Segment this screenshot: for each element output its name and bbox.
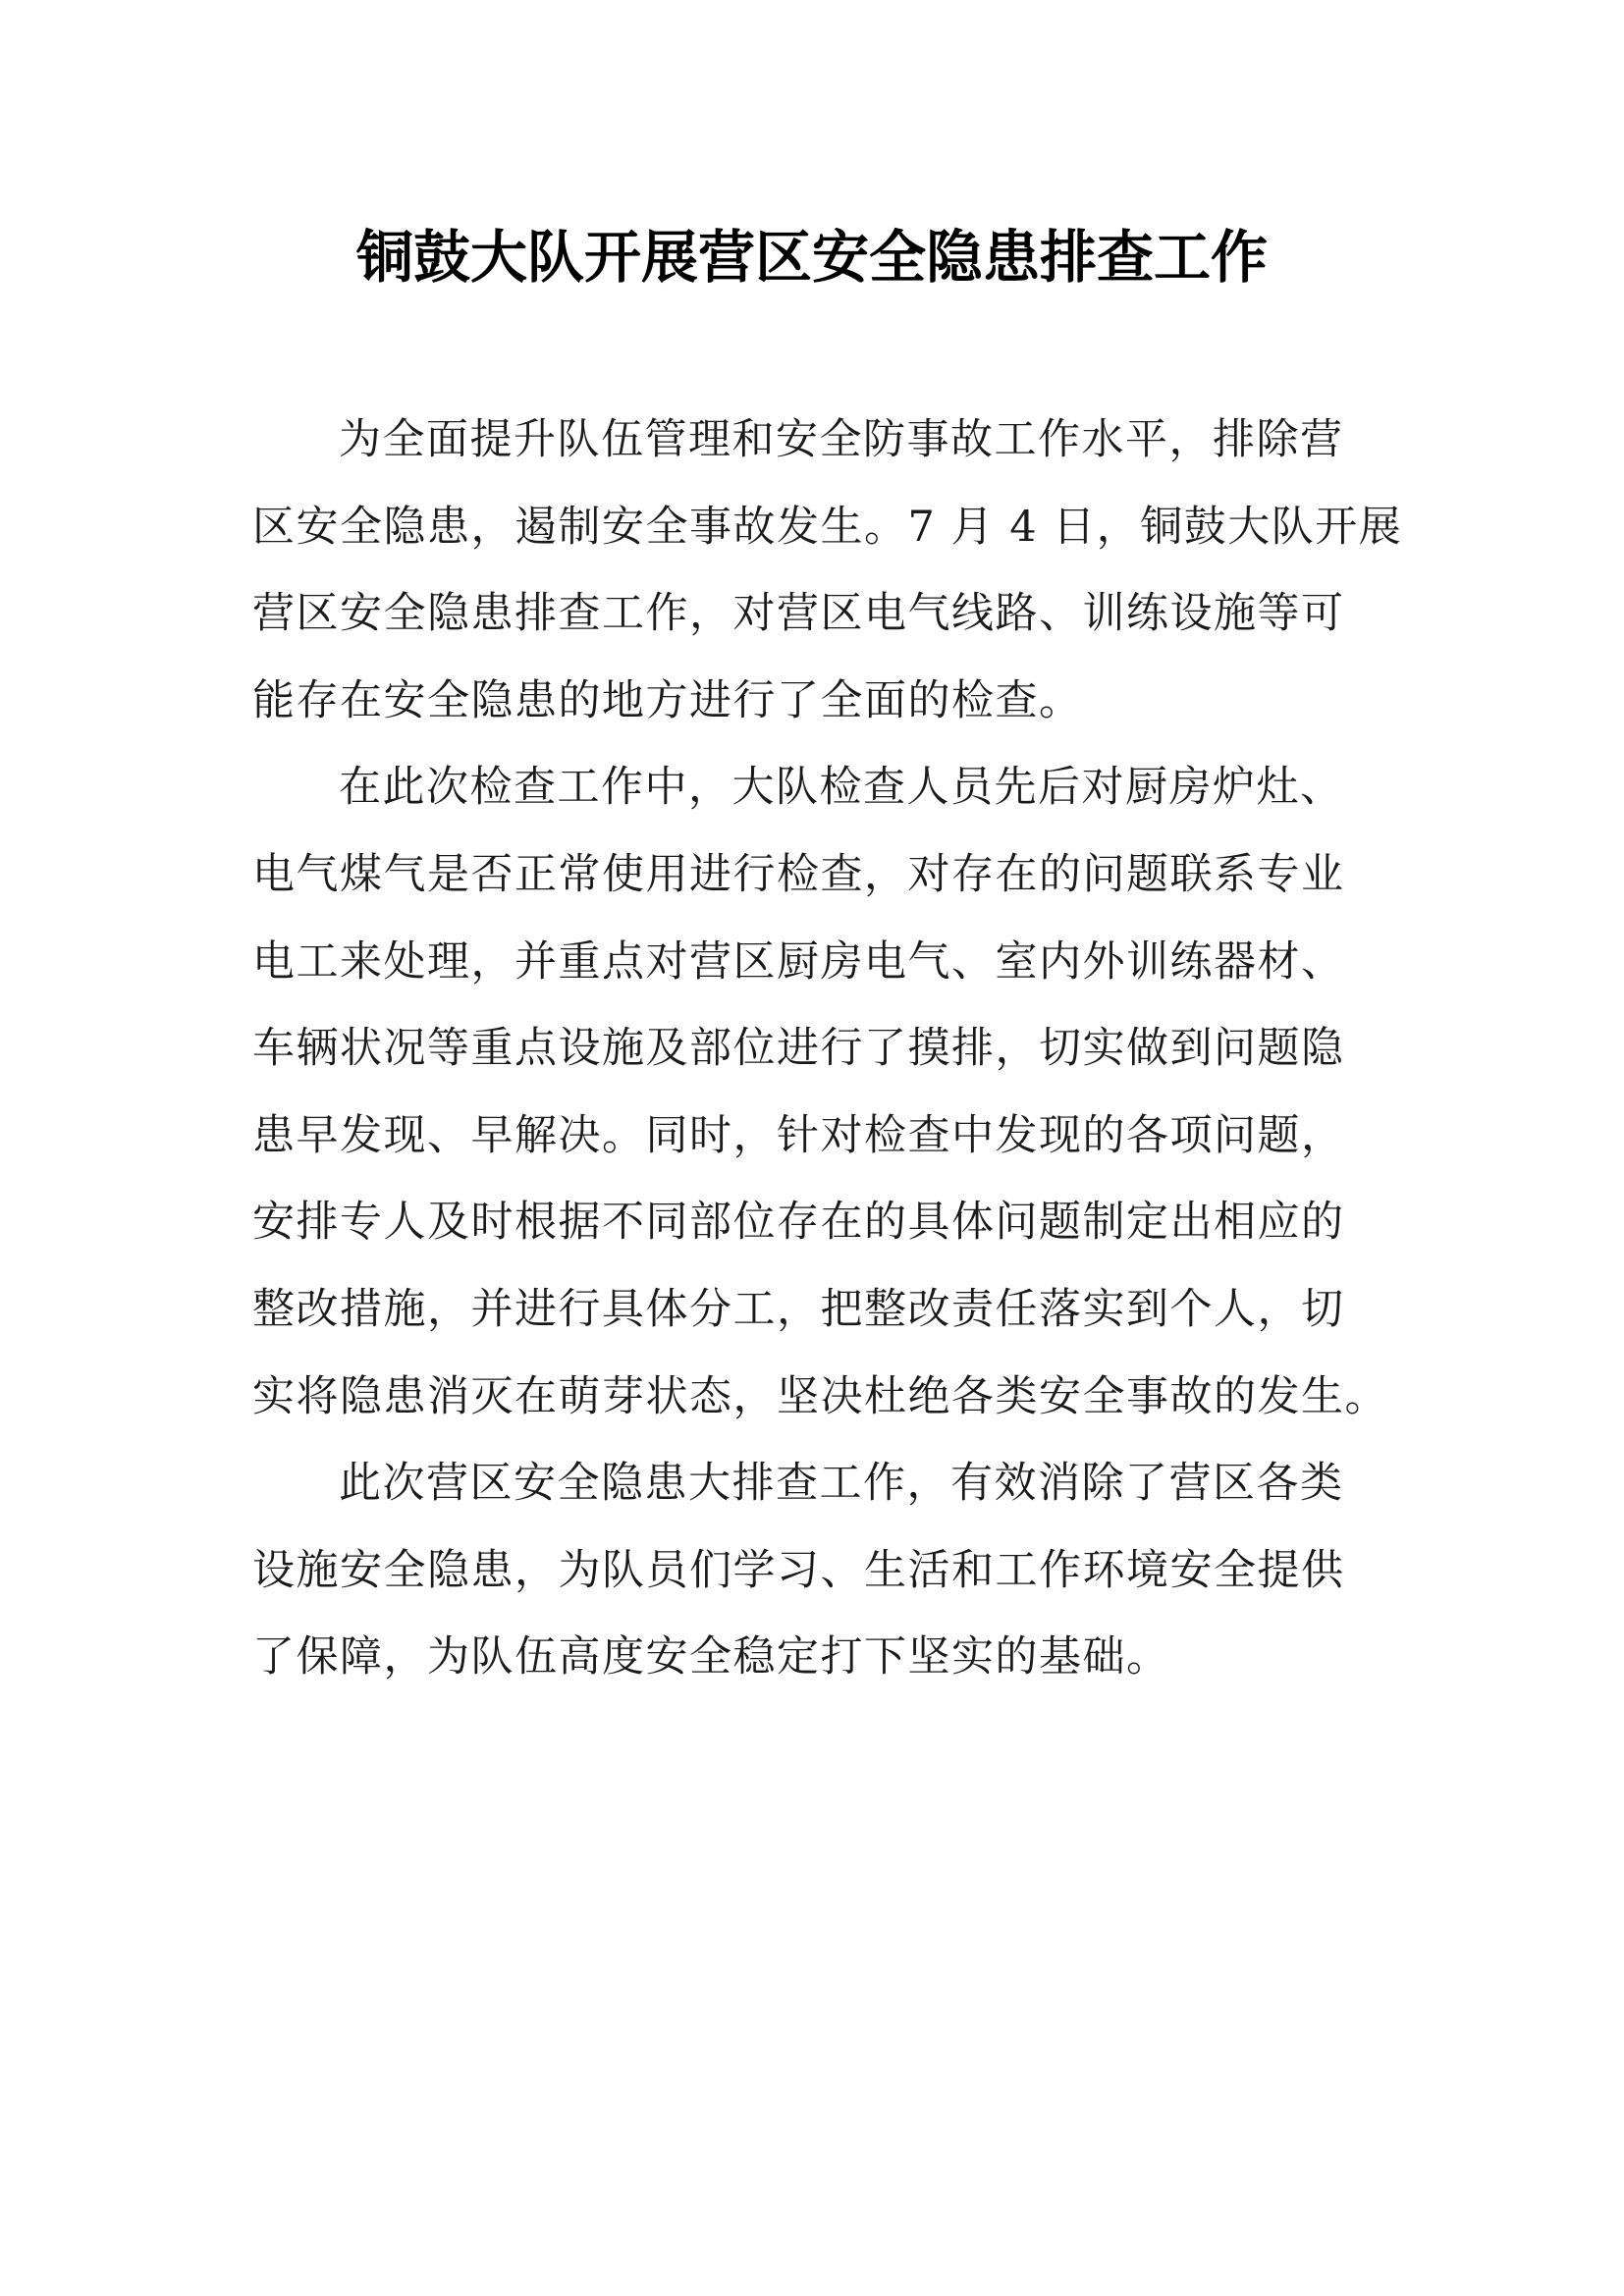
paragraph-1-line-2: 区安全隐患，遏制安全事故发生。7 月 4 日，铜鼓大队开展 <box>252 502 1403 552</box>
paragraph-2-line-1: 在此次检查工作中，大队检查人员先后对厨房炉灶、 <box>339 763 1344 813</box>
paragraph-2-line-6: 安排专人及时根据不同部位存在的具体问题制定出相应的 <box>252 1198 1345 1248</box>
paragraph-2-line-2: 电气煤气是否正常使用进行检查，对存在的问题联系专业 <box>252 849 1345 899</box>
paragraph-2-line-4: 车辆状况等重点设施及部位进行了摸排，切实做到问题隐 <box>252 1024 1345 1074</box>
paragraph-3-line-2: 设施安全隐患，为队员们学习、生活和工作环境安全提供 <box>252 1545 1345 1595</box>
document-body <box>252 397 1403 1701</box>
paragraph-1-line-4: 能存在安全隐患的地方进行了全面的检查。 <box>252 675 1083 725</box>
paragraph-2-line-7: 整改措施，并进行具体分工，把整改责任落实到个人，切 <box>252 1284 1345 1334</box>
paragraph-3-line-1: 此次营区安全隐患大排查工作，有效消除了营区各类 <box>339 1459 1344 1509</box>
paragraph-2-line-5: 患早发现、早解决。同时，针对检查中发现的各项问题， <box>252 1110 1345 1160</box>
paragraph-2-line-8: 实将隐患消灭在萌芽状态，坚决杜绝各类安全事故的发生。 <box>252 1371 1388 1421</box>
paragraph-1-line-1: 为全面提升队伍管理和安全防事故工作水平，排除营 <box>339 415 1344 464</box>
paragraph-2-line-3: 电工来处理，并重点对营区厨房电气、室内外训练器材、 <box>252 936 1345 987</box>
document-title: 铜鼓大队开展营区安全隐患排查工作 <box>355 224 1268 291</box>
paragraph-3-line-3: 了保障，为队伍高度安全稳定打下坚实的基础。 <box>252 1632 1170 1682</box>
paragraph-1-line-3: 营区安全隐患排查工作，对营区电气线路、训练设施等可 <box>252 589 1345 639</box>
